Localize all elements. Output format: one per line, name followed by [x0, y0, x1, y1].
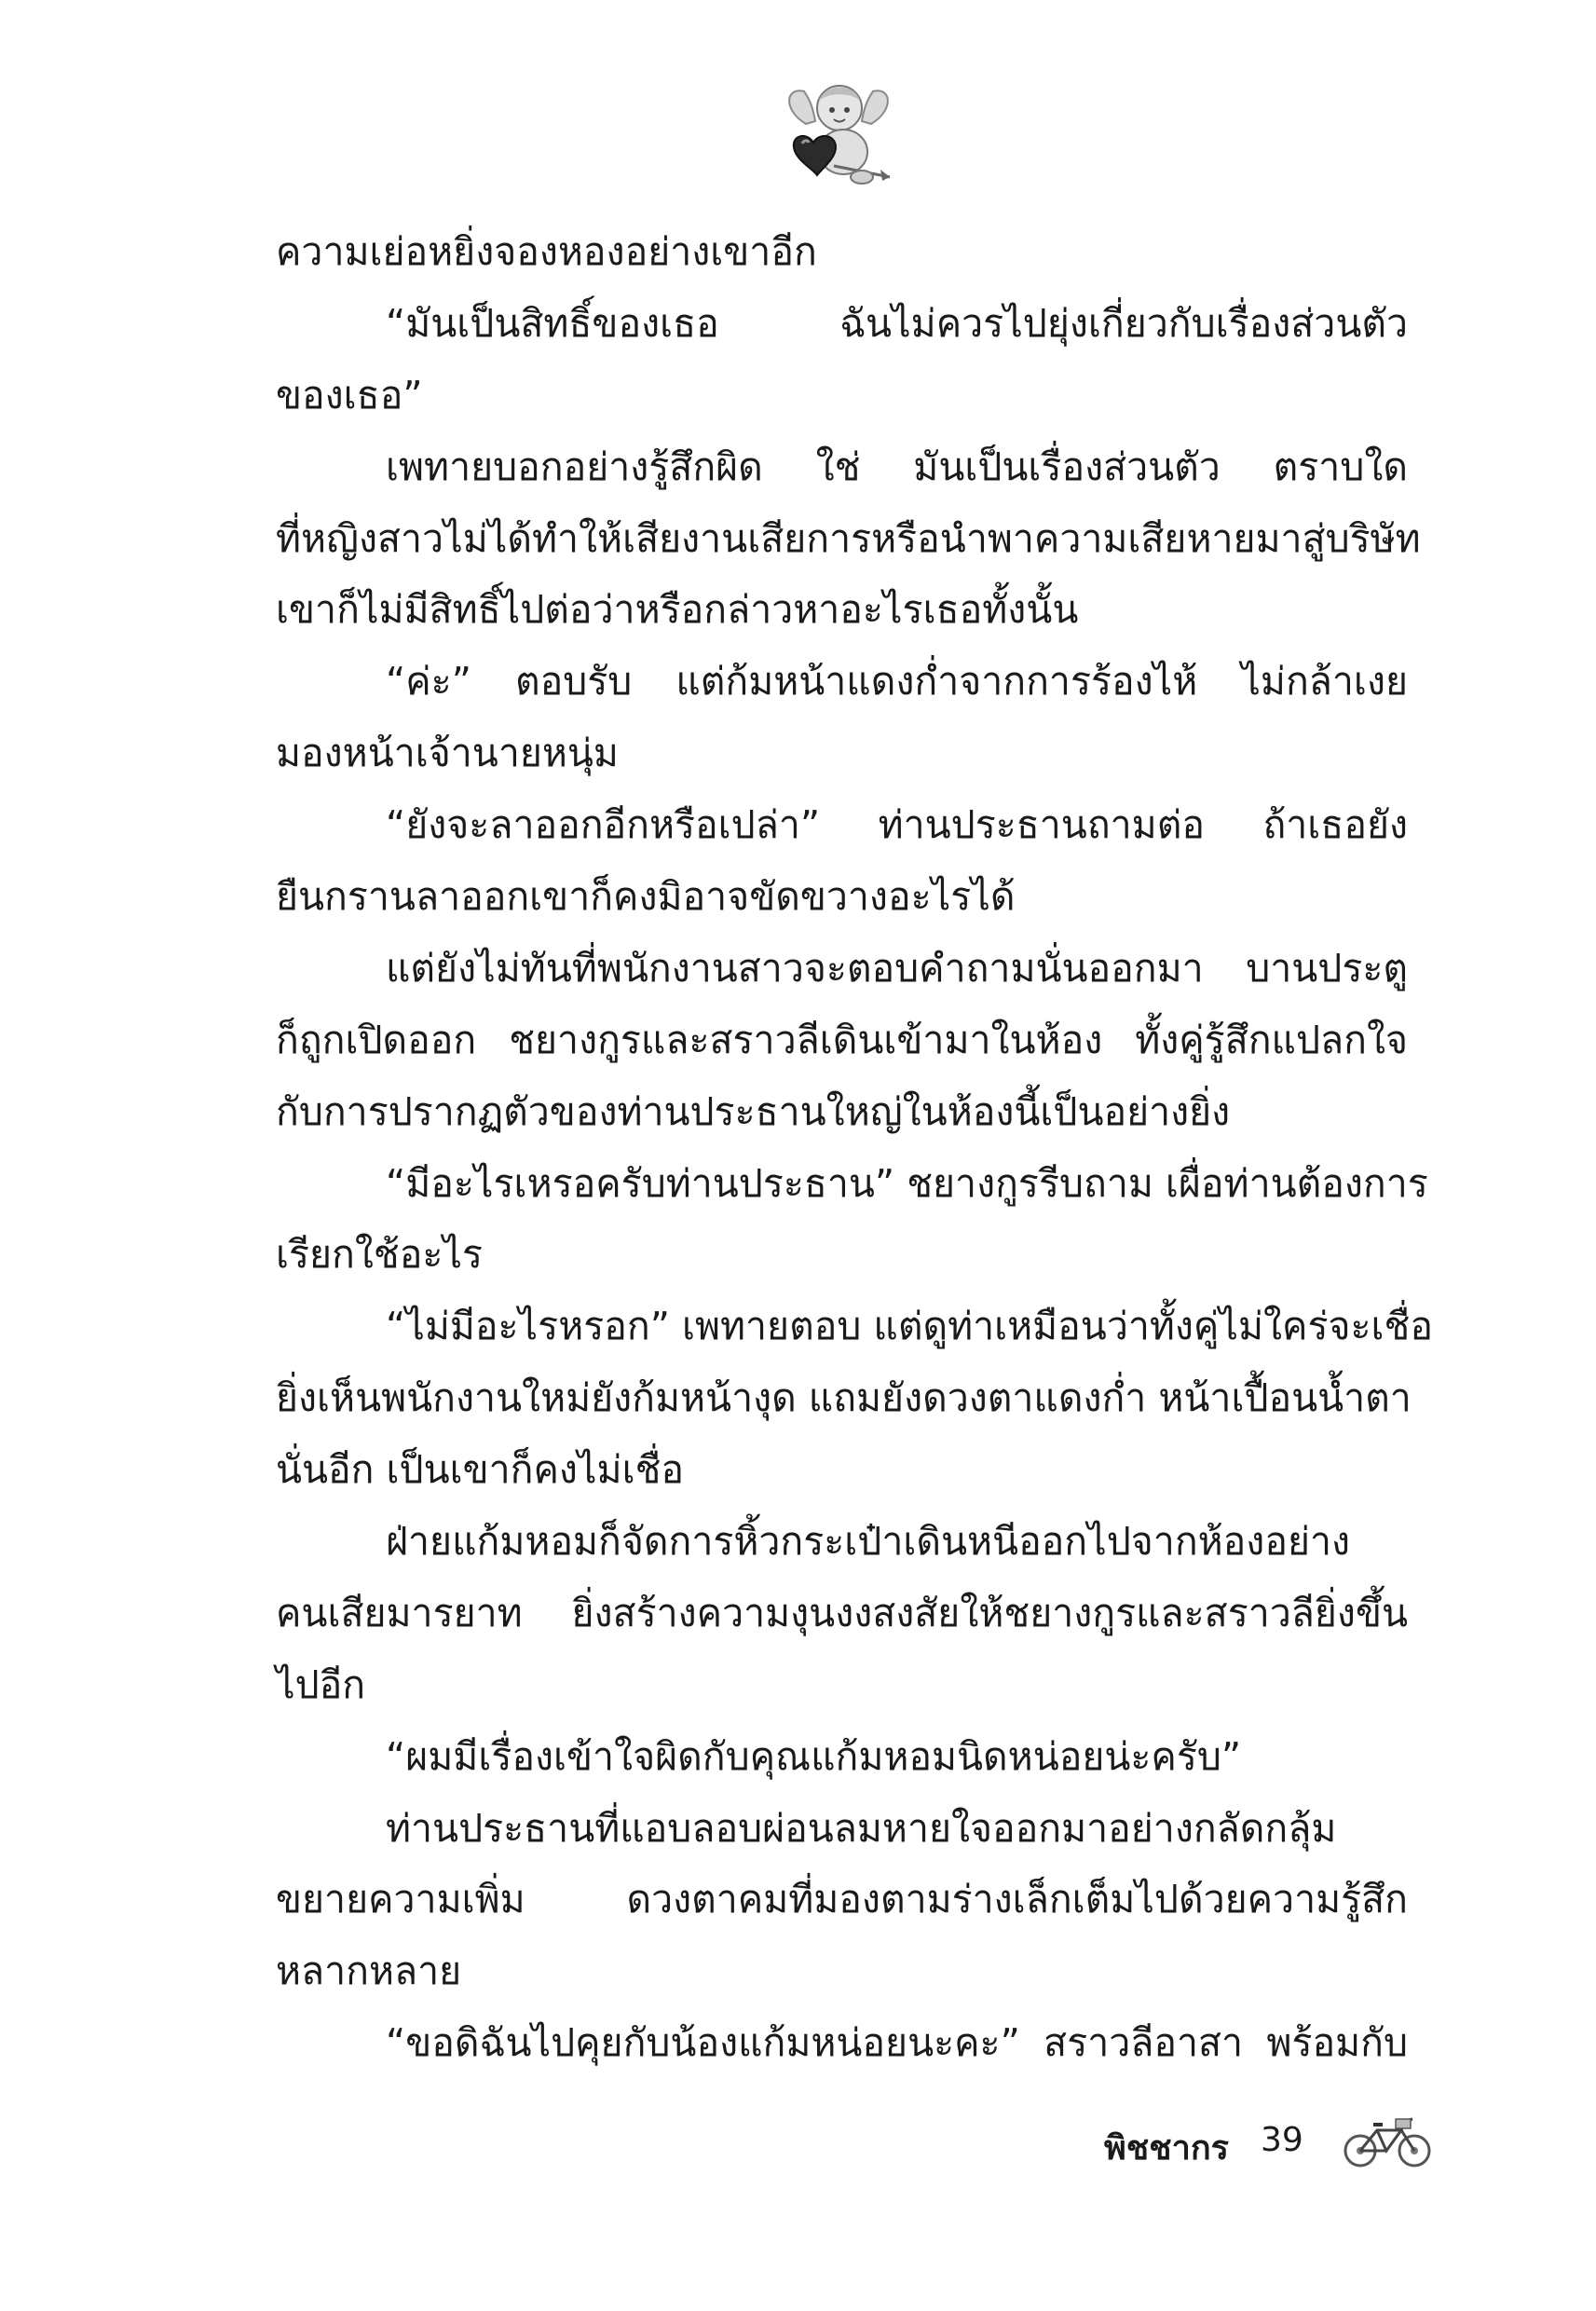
text-line: “ค่ะ” ตอบรับ แต่ก้มหน้าแดงก่ำจากการร้องไห้ ไม่กล้าเงย — [386, 659, 1408, 704]
text-line: ความเย่อหยิ่งจองหองอย่างเขาอีก — [276, 229, 817, 274]
text-line: ยิ่งเห็นพนักงานใหม่ยังก้มหน้างุด แถมยังดวงตาแดงก่ำ หน้าเปื้อนน้ำตา — [276, 1375, 1412, 1421]
page-footer — [1104, 2113, 1439, 2173]
text-line: เขาก็ไม่มีสิทธิ์ไปต่อว่าหรือกล่าวหาอะไรเธอทั้งนั้น — [276, 587, 1079, 633]
bicycle-icon — [1340, 2113, 1435, 2169]
text-line: ก็ถูกเปิดออก ชยางกูรและสราวลีเดินเข้ามาในห้อง ทั้งคู่รู้สึกแปลกใจ — [276, 1017, 1408, 1062]
text-line: กับการปรากฏตัวของท่านประธานใหญ่ในห้องนี้เป็นอย่างยิ่ง — [276, 1088, 1231, 1134]
text-line: “มันเป็นสิทธิ์ของเธอ ฉันไม่ควรไปยุ่งเกี่ยวกับเรื่องส่วนตัว — [386, 300, 1408, 346]
text-line: ของเธอ” — [276, 372, 423, 417]
cupid-with-heart-icon — [778, 73, 899, 189]
text-line: “ยังจะลาออกอีกหรือเปล่า” ท่านประธานถามต่อ ถ้าเธอยัง — [386, 802, 1408, 848]
text-line: เพทายบอกอย่างรู้สึกผิด ใช่ มันเป็นเรื่องส่วนตัว ตราบใด — [386, 444, 1408, 489]
text-line: ไปอีก — [276, 1661, 366, 1707]
body-text — [276, 216, 1433, 2079]
text-line: นั่นอีก เป็นเขาก็คงไม่เชื่อ — [276, 1447, 685, 1493]
text-line: “ไม่มีอะไรหรอก” เพทายตอบ แต่ดูท่าเหมือนว่าทั้งคู่ไม่ใคร่จะเชื่อ — [386, 1304, 1433, 1349]
text-line: “ขอดิฉันไปคุยกับน้องแก้มหน่อยนะคะ” สราวลีอาสา พร้อมกับ — [386, 2020, 1408, 2066]
page-number: 39 — [1261, 2121, 1303, 2159]
text-line: มองหน้าเจ้านายหนุ่ม — [276, 731, 619, 776]
text-line: ฝ่ายแก้มหอมก็จัดการหิ้วกระเป๋าเดินหนีออกไปจากห้องอย่าง — [386, 1519, 1351, 1565]
text-line: หลากหลาย — [276, 1949, 462, 1994]
text-line: ขยายความเพิ่ม ดวงตาคมที่มองตามร่างเล็กเต็มไปด้วยความรู้สึก — [276, 1877, 1408, 1922]
text-line: “มีอะไรเหรอครับท่านประธาน” ชยางกูรรีบถาม เผื่อท่านต้องการ — [386, 1160, 1428, 1206]
text-line: เรียกใช้อะไร — [276, 1232, 484, 1278]
text-line: “ผมมีเรื่องเข้าใจผิดกับคุณแก้มหอมนิดหน่อยน่ะครับ” — [386, 1733, 1242, 1779]
text-line: แต่ยังไม่ทันที่พนักงานสาวจะตอบคำถามนั่นออกมา บานประตู — [386, 945, 1408, 991]
book-title: พิชชากร — [1104, 2129, 1229, 2167]
text-line: คนเสียมารยาท ยิ่งสร้างความงุนงงสงสัยให้ชยางกูรและสราวลียิ่งขึ้น — [276, 1590, 1408, 1635]
text-line: ท่านประธานที่แอบลอบผ่อนลมหายใจออกมาอย่างกลัดกลุ้ม — [386, 1805, 1337, 1851]
text-line: ยืนกรานลาออกเขาก็คงมิอาจขัดขวางอะไรได้ — [276, 874, 1016, 920]
text-line: ที่หญิงสาวไม่ได้ทำให้เสียงานเสียการหรือนำพาความเสียหายมาสู่บริษัท — [276, 515, 1421, 561]
